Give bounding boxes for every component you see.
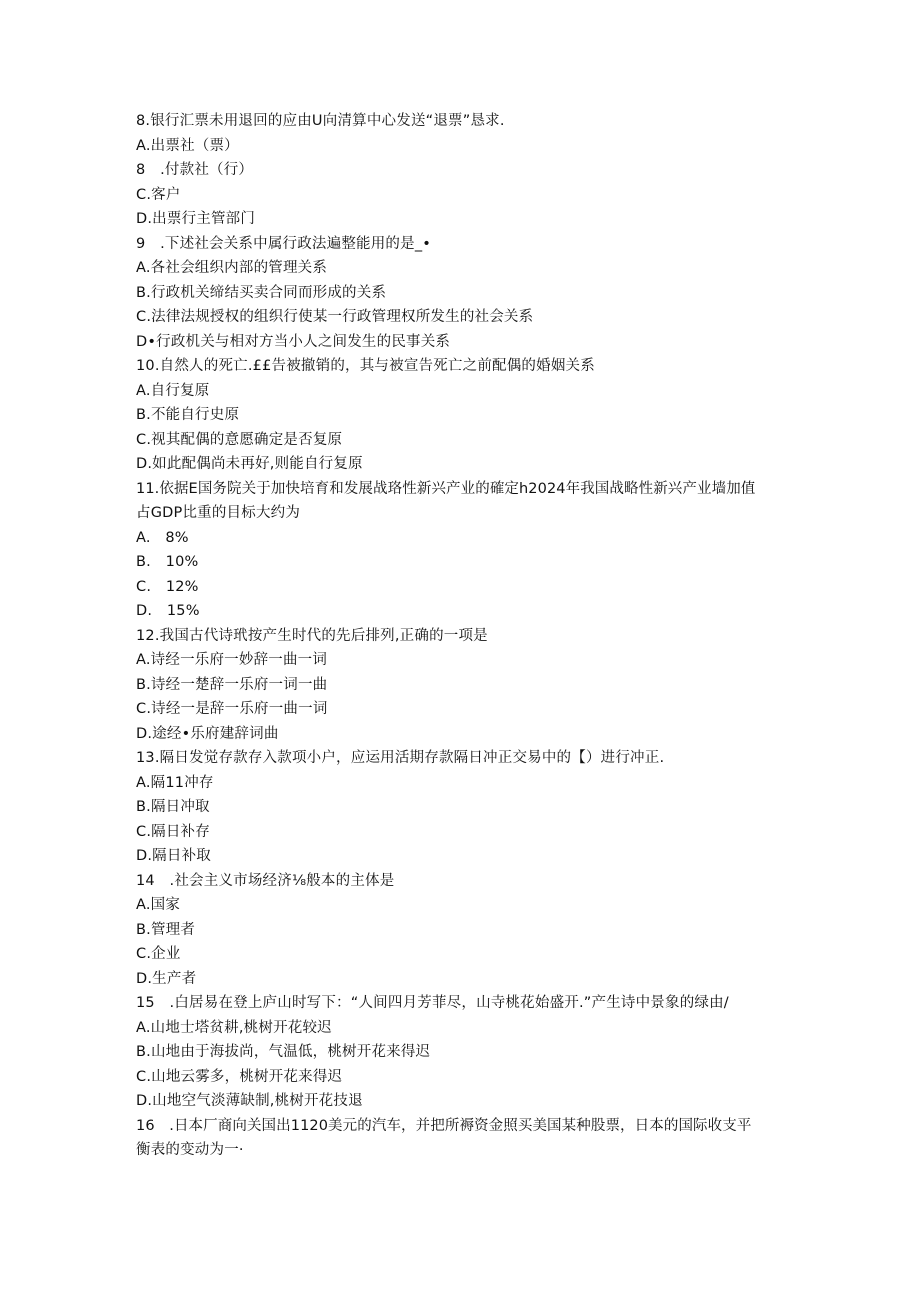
question-11-stem-continued: 占GDP比重的目标大约为 (136, 505, 301, 521)
question-16-stem-continued: 衡表的变动为一· (136, 1142, 244, 1158)
question-8-stem: 8.银行汇票未用退回的应由U向清算中心发送“退票”恳求. (136, 113, 505, 129)
question-11-stem: 11.依据E国务院关于加快培育和发展战珞性新兴产业的確定h2024年我国战略性新兴产业墙加值 (136, 480, 756, 497)
question-9-option-a: A.各社会组织内部的管理关系 (136, 260, 328, 276)
question-12-option-b: B.诗经一楚辞一乐府一词一曲 (136, 676, 328, 693)
question-text-block (136, 109, 796, 1163)
question-10-option-c: C.视其配偶的意愿确定是否复原 (136, 431, 343, 448)
question-8-option-d: D.出票行主管部门 (136, 211, 256, 227)
question-10-option-b: B.不能自行史原 (136, 407, 240, 423)
question-12-option-d: D.途经•乐府建辞词曲 (136, 725, 279, 742)
question-12-option-a: A.诗经一乐府一妙辞一曲一词 (136, 652, 328, 668)
question-14-stem: 14 .社会主义市场经济⅛般本的主体是 (136, 872, 395, 889)
question-8-option-a: A.出票社（票） (136, 137, 239, 154)
question-13-stem: 13.隔日发觉存款存入款项小户，应运用活期存款隔日冲正交易中的【）进行冲正. (136, 750, 665, 766)
question-13-option-b: B.隔日冲取 (136, 799, 210, 815)
question-11-option-c: C. 12% (136, 578, 199, 595)
question-15-option-c: C.山地云雾多，桃树开花来得迟 (136, 1068, 343, 1085)
question-15-option-a: A.山地士塔贫耕,桃树开花较迟 (136, 1019, 332, 1036)
question-14-option-a: A.国家 (136, 897, 181, 913)
question-14-option-d: D.生产者 (136, 970, 197, 987)
question-9-option-d: D•行政机关与相对方当小人之间发生的民事关系 (136, 333, 451, 350)
question-13-option-d: D.隔日补取 (136, 848, 211, 864)
question-12-option-c: C.诗经一是辞一乐府一曲一词 (136, 701, 328, 717)
question-15-option-d: D.山地空气淡薄缺制,桃树开花技退 (136, 1093, 363, 1109)
question-11-option-b: B. 10% (136, 554, 199, 570)
question-15-stem: 15 .白居易在登上庐山时写下：“人间四月芳菲尽，山寺桃花始盛开.”产生诗中景象的绿由/ (136, 995, 729, 1011)
question-14-option-b: B.管理者 (136, 921, 196, 938)
question-16-stem: 16 .日本厂商向关国出1120美元的汽车，并把所褥资金照买美国某种股票，日本的国际收支平 (136, 1117, 752, 1134)
question-11-option-d: D. 15% (136, 603, 200, 619)
question-13-option-a: A.隔11冲存 (136, 774, 214, 791)
question-11-option-a: A. 8% (136, 529, 189, 546)
question-9-option-c: C.法律法规授权的组织行使某一行政管理权所发生的社会关系 (136, 309, 534, 325)
question-10-stem: 10.自然人的死亡.££告被撤销的，其与被宣告死亡之前配偶的婚姻关系 (136, 358, 595, 374)
question-9-option-b: B.行政机关缔结买卖合同而形成的关系 (136, 284, 387, 301)
question-14-option-c: C.企业 (136, 946, 181, 962)
question-9-stem: 9 .下述社会关系中属行政法遍整能用的是_• (136, 235, 432, 252)
question-10-option-d: D.如此配偶尚未再好,则能自行复原 (136, 456, 363, 472)
question-10-option-a: A.自行复原 (136, 382, 210, 399)
question-13-option-c: C.隔日补存 (136, 823, 210, 840)
question-8-option-c: C.客户 (136, 186, 181, 203)
question-8-option-b: 8 .付款社（行） (136, 162, 254, 178)
question-15-option-b: B.山地由于海拔尚，气温低，桃树开花来得迟 (136, 1044, 431, 1060)
question-12-stem: 12.我国古代诗玳按产生时代的先后排列,正确的一项是 (136, 627, 488, 644)
